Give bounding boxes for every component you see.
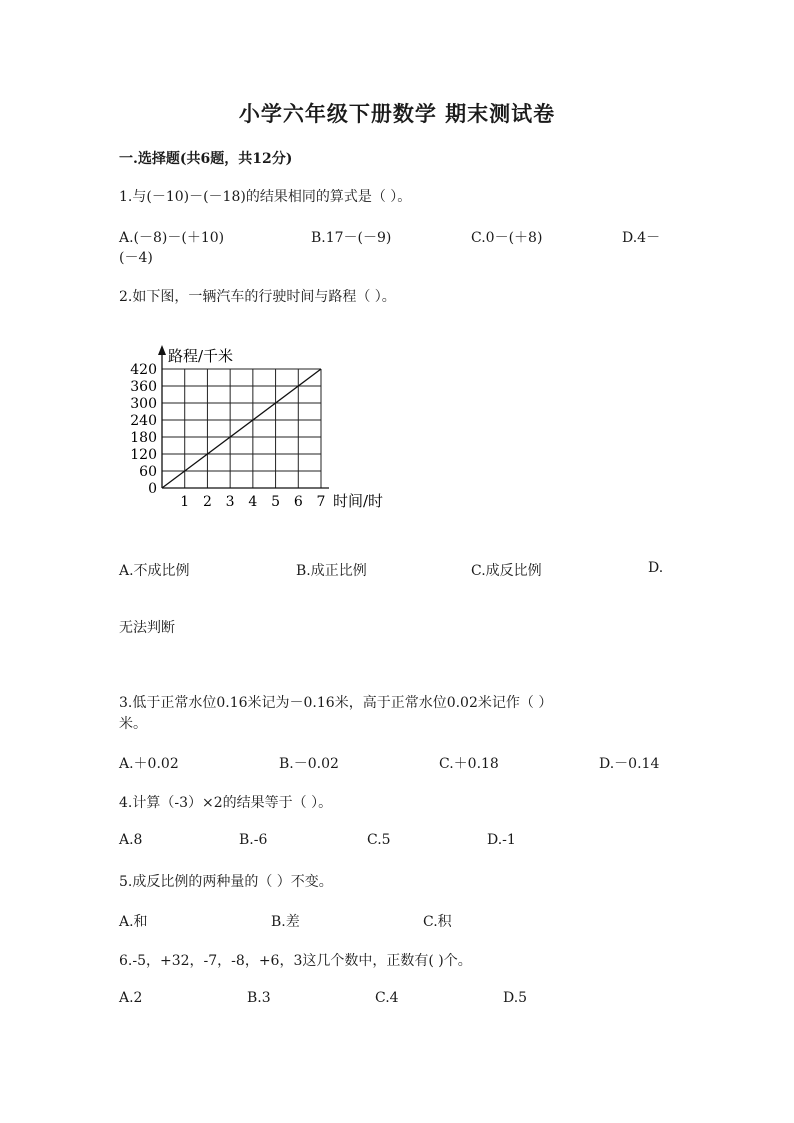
x-tick-label: 5 — [271, 494, 281, 510]
question-1-option-d: D.4－ — [622, 230, 661, 246]
question-3-option-b: B.－0.02 — [279, 756, 339, 772]
question-3-stem: 3.低于正常水位0.16米记为－0.16米，高于正常水位0.02米记作（ ） — [119, 695, 553, 711]
question-4-option-d: D.-1 — [487, 832, 516, 848]
question-1-option-c: C.0－(＋8) — [471, 230, 543, 246]
y-tick-label: 0 — [148, 481, 157, 497]
question-5-option-c: C.积 — [423, 914, 452, 930]
question-4-option-c: C.5 — [367, 832, 391, 848]
question-2-option-a: A.不成比例 — [119, 563, 190, 579]
question-4-option-b: B.-6 — [239, 832, 268, 848]
question-4-stem: 4.计算（-3）×2的结果等于（ ）。 — [119, 795, 333, 811]
y-tick-label: 180 — [130, 430, 157, 446]
question-5-option-a: A.和 — [119, 914, 148, 930]
question-1-option-a: A.(－8)－(＋10) — [119, 230, 225, 246]
question-2-option-b: B.成正比例 — [296, 563, 367, 579]
y-tick-label: 300 — [130, 396, 157, 412]
question-6-stem: 6.-5，+32，-7，-8，+6，3这几个数中，正数有( )个。 — [119, 953, 472, 969]
y-tick-label: 420 — [130, 362, 157, 378]
question-6-option-d: D.5 — [503, 990, 528, 1006]
question-6-option-b: B.3 — [247, 990, 271, 1006]
x-tick-label: 3 — [225, 494, 235, 510]
question-1-option-b: B.17－(－9) — [311, 230, 392, 246]
question-2-option-d: D. — [648, 560, 664, 576]
chart-series — [162, 369, 321, 488]
y-tick-label: 240 — [130, 413, 157, 429]
question-5-option-b: B.差 — [271, 914, 300, 930]
series-line — [162, 369, 321, 488]
question-3-option-a: A.＋0.02 — [119, 756, 179, 772]
chart-x-axis-label: 时间/时 — [333, 492, 384, 510]
page-title: 小学六年级下册数学 期末测试卷 — [238, 101, 556, 126]
question-5-stem: 5.成反比例的两种量的（ ）不变。 — [119, 874, 333, 890]
y-axis-arrow — [158, 345, 166, 355]
question-3-option-d: D.－0.14 — [599, 756, 660, 772]
question-1-option-d-continuation: (－4) — [119, 250, 153, 266]
question-2-option-c: C.成反比例 — [471, 563, 542, 579]
x-tick-label: 2 — [202, 494, 212, 510]
x-tick-label: 6 — [293, 494, 303, 510]
question-2-stem: 2.如下图，一辆汽车的行驶时间与路程（ ）。 — [119, 289, 396, 305]
question-3-stem-continuation: 米。 — [119, 716, 147, 732]
x-tick-label: 1 — [180, 494, 190, 510]
y-tick-label: 60 — [139, 464, 157, 480]
x-tick-label: 7 — [316, 494, 326, 510]
question-6-option-c: C.4 — [375, 990, 399, 1006]
question-2-option-d-continuation: 无法判断 — [119, 620, 175, 636]
chart-y-axis-label: 路程/千米 — [168, 347, 234, 365]
chart-axes — [158, 345, 329, 488]
chart-y-ticks — [130, 362, 157, 497]
question-3-option-c: C.＋0.18 — [439, 756, 499, 772]
question-6-option-a: A.2 — [119, 990, 143, 1006]
chart-x-ticks — [180, 494, 325, 510]
y-tick-label: 360 — [130, 379, 157, 395]
y-tick-label: 120 — [130, 447, 157, 463]
question-4-option-a: A.8 — [119, 832, 143, 848]
distance-time-chart — [120, 340, 410, 520]
question-1-stem: 1.与(－10)－(－18)的结果相同的算式是（ ）。 — [119, 189, 412, 205]
section-heading: 一.选择题(共6题，共12分) — [119, 151, 293, 167]
x-tick-label: 4 — [248, 494, 258, 510]
